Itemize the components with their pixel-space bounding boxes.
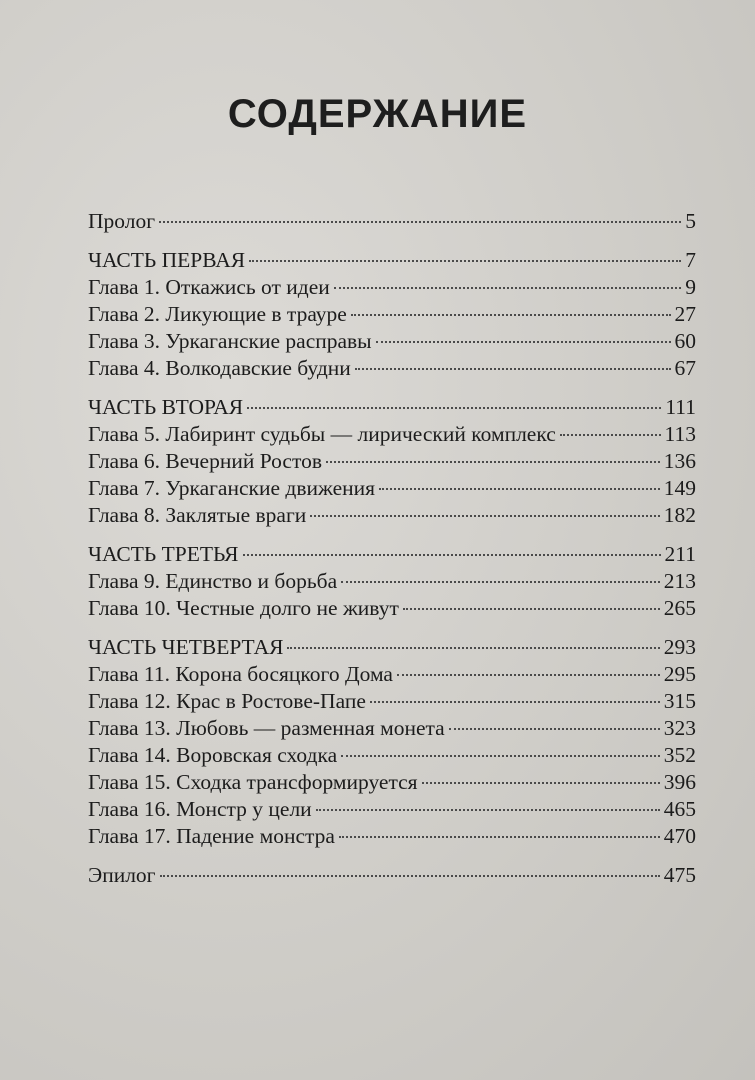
toc-entry-label: Глава 12. Крас в Ростове-Папе: [88, 689, 366, 713]
toc-entry-label: ЧАСТЬ ПЕРВАЯ: [88, 248, 246, 272]
dot-leader: [243, 554, 661, 556]
toc-chapter: [88, 274, 696, 301]
dot-leader: [316, 809, 660, 811]
toc-entry-page: 5: [685, 209, 696, 233]
toc-chapter: [88, 769, 696, 796]
toc-entry-label: Эпилог: [88, 863, 156, 887]
toc-chapter: [88, 568, 696, 595]
toc-entry-label: ЧАСТЬ ЧЕТВЕРТАЯ: [88, 635, 284, 659]
dot-leader: [351, 314, 671, 316]
toc-entry-label: ЧАСТЬ ТРЕТЬЯ: [88, 542, 239, 566]
toc-entry-label: Глава 4. Волкодавские будни: [88, 356, 351, 380]
toc-chapter: [88, 355, 696, 382]
toc-chapter: [88, 301, 696, 328]
toc-chapter: [88, 328, 696, 355]
toc-entry-label: Глава 15. Сходка трансформируется: [88, 770, 418, 794]
toc-entry-page: 182: [663, 503, 696, 527]
toc-entry-label: Глава 14. Воровская сходка: [88, 743, 338, 767]
toc-entry-label: Глава 13. Любовь — разменная монета: [88, 716, 445, 740]
dot-leader: [287, 647, 659, 649]
dot-leader: [355, 368, 671, 370]
toc-chapter: [88, 475, 696, 502]
dot-leader: [560, 434, 661, 436]
dot-leader: [341, 755, 660, 757]
toc-chapter: [88, 715, 696, 742]
toc-entry-page: 149: [663, 476, 696, 500]
toc-entry-page: 465: [663, 797, 696, 821]
toc-entry-page: 111: [665, 395, 696, 419]
toc-entry-prologue: [88, 208, 696, 235]
dot-leader: [370, 701, 660, 703]
toc-entry-label: Глава 11. Корона босяцкого Дома: [88, 662, 393, 686]
toc-entry-page: 9: [685, 275, 696, 299]
toc-chapter: [88, 823, 696, 850]
dot-leader: [341, 581, 660, 583]
toc-chapter: [88, 742, 696, 769]
toc-entry-label: Глава 6. Вечерний Ростов: [88, 449, 322, 473]
dot-leader: [379, 488, 660, 490]
toc-entry-label: Глава 17. Падение монстра: [88, 824, 335, 848]
toc-entry-page: 352: [663, 743, 696, 767]
toc-entry-page: 315: [663, 689, 696, 713]
dot-leader: [310, 515, 659, 517]
toc-entry-page: 323: [663, 716, 696, 740]
toc-entry-page: 265: [663, 596, 696, 620]
toc-entry-page: 295: [663, 662, 696, 686]
table-of-contents: [88, 208, 696, 889]
dot-leader: [160, 875, 660, 877]
dot-leader: [326, 461, 660, 463]
dot-leader: [334, 287, 681, 289]
toc-entry-page: 213: [663, 569, 696, 593]
dot-leader: [249, 260, 681, 262]
toc-part-heading: [88, 634, 696, 661]
toc-entry-page: 7: [685, 248, 696, 272]
dot-leader: [159, 221, 681, 223]
toc-entry-page: 113: [664, 422, 696, 446]
toc-entry-page: 211: [664, 542, 696, 566]
toc-entry-epilogue: [88, 862, 696, 889]
toc-part-heading: [88, 394, 696, 421]
toc-entry-label: Пролог: [88, 209, 156, 233]
toc-chapter: [88, 796, 696, 823]
toc-chapter: [88, 688, 696, 715]
dot-leader: [422, 782, 660, 784]
toc-entry-label: Глава 5. Лабиринт судьбы — лирический комплекс: [88, 422, 556, 446]
toc-chapter: [88, 421, 696, 448]
toc-entry-label: Глава 10. Честные долго не живут: [88, 596, 399, 620]
toc-entry-page: 60: [674, 329, 696, 353]
toc-chapter: [88, 661, 696, 688]
toc-chapter: [88, 595, 696, 622]
toc-entry-label: Глава 3. Уркаганские расправы: [88, 329, 372, 353]
toc-entry-page: 475: [663, 863, 696, 887]
toc-chapter: [88, 448, 696, 475]
toc-chapter: [88, 502, 696, 529]
toc-entry-label: Глава 16. Монстр у цели: [88, 797, 312, 821]
toc-entry-label: Глава 7. Уркаганские движения: [88, 476, 376, 500]
toc-part-heading: [88, 247, 696, 274]
toc-entry-label: Глава 8. Заклятые враги: [88, 503, 307, 527]
toc-entry-page: 27: [674, 302, 696, 326]
toc-entry-label: ЧАСТЬ ВТОРАЯ: [88, 395, 244, 419]
toc-entry-label: Глава 1. Откажись от идеи: [88, 275, 330, 299]
dot-leader: [339, 836, 660, 838]
page-title: СОДЕРЖАНИЕ: [227, 92, 528, 136]
toc-entry-page: 470: [663, 824, 696, 848]
toc-part-heading: [88, 541, 696, 568]
dot-leader: [376, 341, 671, 343]
dot-leader: [247, 407, 661, 409]
toc-entry-page: 396: [663, 770, 696, 794]
toc-entry-page: 293: [663, 635, 696, 659]
toc-entry-label: Глава 9. Единство и борьба: [88, 569, 338, 593]
toc-entry-label: Глава 2. Ликующие в трауре: [88, 302, 347, 326]
toc-entry-page: 136: [663, 449, 696, 473]
toc-entry-page: 67: [674, 356, 696, 380]
dot-leader: [397, 674, 660, 676]
dot-leader: [449, 728, 660, 730]
dot-leader: [403, 608, 660, 610]
